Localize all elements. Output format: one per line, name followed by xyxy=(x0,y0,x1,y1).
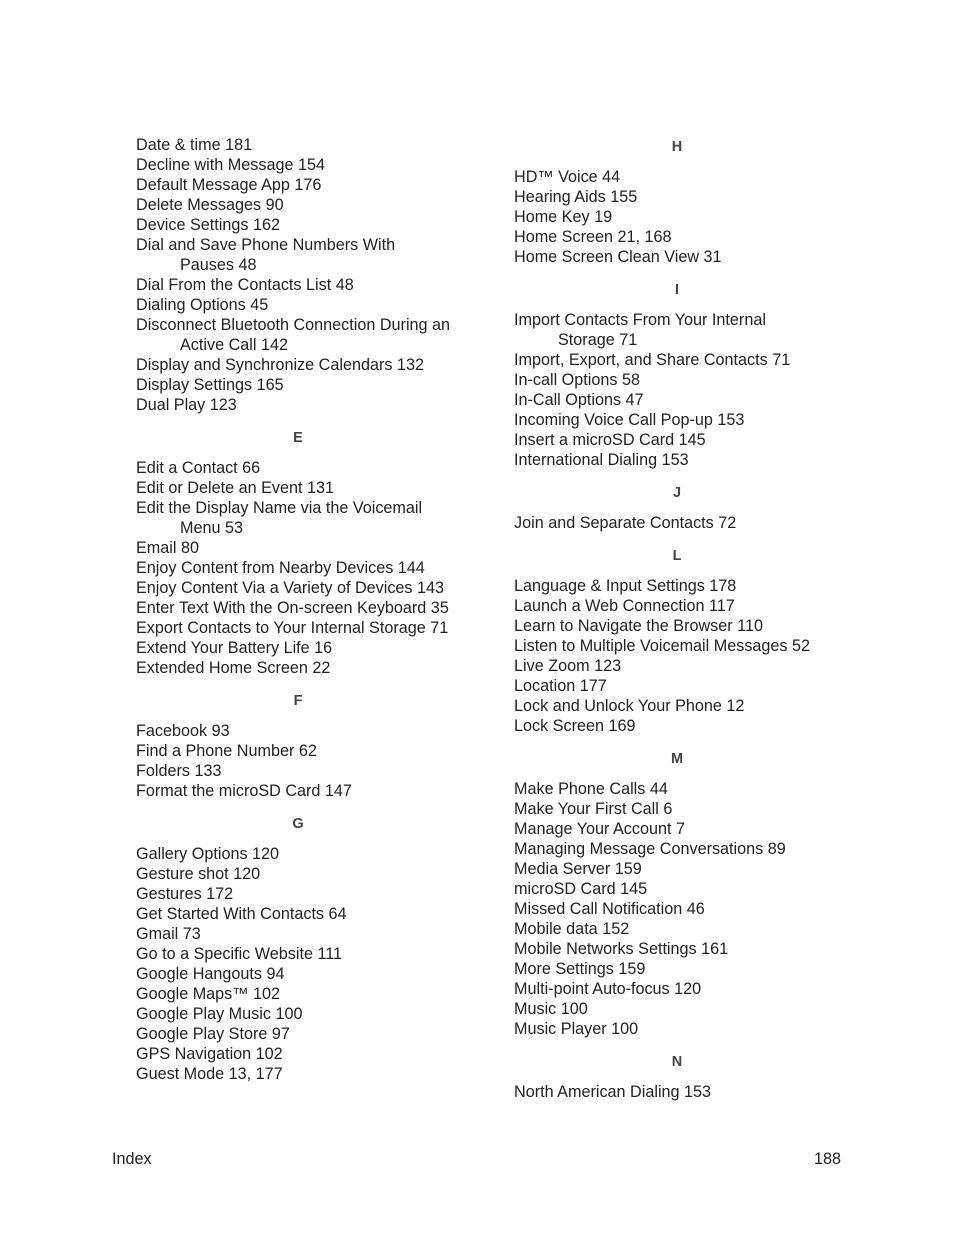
index-entry xyxy=(136,1044,476,1064)
index-entry-text: Multi-point Auto-focus 120 xyxy=(514,980,702,998)
index-entry-text: Go to a Specific Website 111 xyxy=(136,945,343,963)
index-entry xyxy=(136,944,476,964)
index-entry-text: Display Settings 165 xyxy=(136,376,284,394)
index-entry-text: Google Maps™ 102 xyxy=(136,985,280,1003)
footer-section-label: Index xyxy=(112,1150,152,1168)
index-entry xyxy=(136,195,476,215)
index-entry xyxy=(514,979,844,999)
index-entry-text: Learn to Navigate the Browser 110 xyxy=(514,617,763,635)
index-entry-text: Google Play Music 100 xyxy=(136,1005,303,1023)
index-entry-text: Enjoy Content Via a Variety of Devices 143 xyxy=(136,579,445,597)
index-entry xyxy=(514,616,844,636)
index-entry xyxy=(514,939,844,959)
index-entry xyxy=(136,558,476,578)
index-entry xyxy=(514,676,844,696)
index-entry-text: Media Server 159 xyxy=(514,860,642,878)
index-entry xyxy=(514,513,844,533)
index-entry xyxy=(136,658,476,678)
index-entry xyxy=(514,859,844,879)
index-entry-text: Launch a Web Connection 117 xyxy=(514,597,735,615)
index-entry-text: Join and Separate Contacts 72 xyxy=(514,514,737,532)
index-entry-text: Home Screen 21, 168 xyxy=(514,228,672,246)
index-entry-text: Location 177 xyxy=(514,677,607,695)
index-entry-text: Import Contacts From Your Internal xyxy=(514,311,766,329)
index-entry-text: Enjoy Content from Nearby Devices 144 xyxy=(136,559,425,577)
index-entry xyxy=(136,395,476,415)
index-entry xyxy=(514,370,844,390)
index-letter-heading: E xyxy=(293,430,303,446)
index-entry xyxy=(136,1024,476,1044)
index-entry-text: Lock and Unlock Your Phone 12 xyxy=(514,697,745,715)
index-entry-continuation: Active Call 142 xyxy=(180,336,288,354)
index-entry-text: Folders 133 xyxy=(136,762,222,780)
index-entry xyxy=(136,924,476,944)
index-entry-text: Dual Play 123 xyxy=(136,396,237,414)
index-entry-text: Manage Your Account 7 xyxy=(514,820,686,838)
index-entry xyxy=(514,779,844,799)
index-entry-continuation: Menu 53 xyxy=(180,519,243,537)
index-entry xyxy=(514,310,844,350)
index-entry xyxy=(136,175,476,195)
index-entry-text: Mobile Networks Settings 161 xyxy=(514,940,729,958)
index-entry xyxy=(136,578,476,598)
index-entry xyxy=(136,458,476,478)
index-entry-text: Mobile data 152 xyxy=(514,920,630,938)
index-entry xyxy=(514,819,844,839)
index-entry xyxy=(514,430,844,450)
index-entry xyxy=(136,638,476,658)
index-entry xyxy=(514,716,844,736)
index-entry-text: Device Settings 162 xyxy=(136,216,280,234)
index-entry xyxy=(514,207,844,227)
index-entry-text: Guest Mode 13, 177 xyxy=(136,1065,283,1083)
index-entry-text: HD™ Voice 44 xyxy=(514,168,621,186)
index-letter-heading: H xyxy=(671,139,683,155)
index-entry-text: In-Call Options 47 xyxy=(514,391,644,409)
index-entry xyxy=(514,167,844,187)
index-entry xyxy=(136,375,476,395)
index-entry xyxy=(514,187,844,207)
index-entry xyxy=(136,761,476,781)
index-entry-text: Extend Your Battery Life 16 xyxy=(136,639,333,657)
index-entry-text: Home Screen Clean View 31 xyxy=(514,248,722,266)
index-entry-text: In-call Options 58 xyxy=(514,371,640,389)
index-entry xyxy=(514,899,844,919)
index-entry xyxy=(136,741,476,761)
index-entry-text: microSD Card 145 xyxy=(514,880,648,898)
index-entry-text: Incoming Voice Call Pop-up 153 xyxy=(514,411,745,429)
index-letter-heading: F xyxy=(293,693,303,709)
index-entry-text: International Dialing 153 xyxy=(514,451,689,469)
index-entry-text: Google Hangouts 94 xyxy=(136,965,285,983)
index-entry-text: Home Key 19 xyxy=(514,208,613,226)
index-entry xyxy=(136,904,476,924)
index-entry xyxy=(514,839,844,859)
index-entry-text: GPS Navigation 102 xyxy=(136,1045,283,1063)
index-entry xyxy=(514,879,844,899)
index-entry-text: Display and Synchronize Calendars 132 xyxy=(136,356,424,374)
index-entry xyxy=(136,844,476,864)
index-entry-text: Extended Home Screen 22 xyxy=(136,659,331,677)
index-entry xyxy=(136,884,476,904)
index-entry-text: Live Zoom 123 xyxy=(514,657,622,675)
index-entry xyxy=(514,1019,844,1039)
index-entry xyxy=(514,656,844,676)
index-entry-text: Gestures 172 xyxy=(136,885,234,903)
index-letter-heading: L xyxy=(672,548,682,564)
index-entry xyxy=(136,721,476,741)
index-entry xyxy=(514,227,844,247)
index-entry xyxy=(136,295,476,315)
index-entry xyxy=(136,781,476,801)
index-entry-text: Dial and Save Phone Numbers With xyxy=(136,236,396,254)
index-entry xyxy=(136,984,476,1004)
index-letter-heading: I xyxy=(674,282,680,298)
index-entry-text: Find a Phone Number 62 xyxy=(136,742,317,760)
index-entry xyxy=(514,919,844,939)
index-entry xyxy=(514,1082,844,1102)
index-entry-text: Google Play Store 97 xyxy=(136,1025,290,1043)
index-entry xyxy=(514,576,844,596)
index-entry xyxy=(136,215,476,235)
index-entry-text: Dialing Options 45 xyxy=(136,296,269,314)
index-entry-text: Facebook 93 xyxy=(136,722,230,740)
index-entry xyxy=(136,498,476,538)
index-left-column xyxy=(136,135,476,1084)
index-entry-text: Gesture shot 120 xyxy=(136,865,261,883)
index-entry-text: Language & Input Settings 178 xyxy=(514,577,737,595)
index-entry-text: Hearing Aids 155 xyxy=(514,188,638,206)
index-entry-text: Gallery Options 120 xyxy=(136,845,280,863)
index-entry xyxy=(136,598,476,618)
index-entry xyxy=(136,964,476,984)
index-entry-text: Dial From the Contacts List 48 xyxy=(136,276,354,294)
index-entry xyxy=(136,1004,476,1024)
index-entry xyxy=(136,478,476,498)
index-entry xyxy=(136,235,476,275)
index-entry xyxy=(136,864,476,884)
index-entry xyxy=(136,315,476,355)
index-entry-text: Disconnect Bluetooth Connection During an xyxy=(136,316,451,334)
index-entry xyxy=(136,355,476,375)
index-entry xyxy=(514,390,844,410)
index-entry xyxy=(136,618,476,638)
index-entry-text: Delete Messages 90 xyxy=(136,196,284,214)
index-entry xyxy=(514,410,844,430)
index-entry xyxy=(514,696,844,716)
index-entry-text: Edit the Display Name via the Voicemail xyxy=(136,499,423,517)
index-entry-text: Import, Export, and Share Contacts 71 xyxy=(514,351,791,369)
index-entry xyxy=(136,155,476,175)
index-entry xyxy=(514,247,844,267)
index-entry-text: Insert a microSD Card 145 xyxy=(514,431,706,449)
index-entry-continuation: Pauses 48 xyxy=(180,256,257,274)
index-entry xyxy=(514,799,844,819)
index-entry-text: North American Dialing 153 xyxy=(514,1083,712,1101)
index-entry-text: Lock Screen 169 xyxy=(514,717,636,735)
index-entry xyxy=(514,450,844,470)
index-entry-text: Music Player 100 xyxy=(514,1020,639,1038)
index-letter-heading: M xyxy=(670,751,684,767)
index-entry xyxy=(136,538,476,558)
index-entry-text: Gmail 73 xyxy=(136,925,201,943)
index-entry-text: Decline with Message 154 xyxy=(136,156,325,174)
index-entry-text: Missed Call Notification 46 xyxy=(514,900,705,918)
index-entry xyxy=(136,275,476,295)
index-entry-text: Date & time 181 xyxy=(136,136,253,154)
index-entry xyxy=(514,350,844,370)
index-entry-text: Get Started With Contacts 64 xyxy=(136,905,347,923)
index-entry-continuation: Storage 71 xyxy=(558,331,638,349)
footer-page-number: 188 xyxy=(814,1150,842,1168)
index-entry-text: Email 80 xyxy=(136,539,199,557)
index-entry xyxy=(136,135,476,155)
index-entry-text: Enter Text With the On-screen Keyboard 35 xyxy=(136,599,449,617)
index-letter-heading: N xyxy=(671,1054,683,1070)
index-entry xyxy=(514,959,844,979)
index-entry-text: Managing Message Conversations 89 xyxy=(514,840,786,858)
index-entry-text: Edit or Delete an Event 131 xyxy=(136,479,334,497)
index-entry-text: Default Message App 176 xyxy=(136,176,322,194)
index-entry-text: Music 100 xyxy=(514,1000,588,1018)
index-entry-text: Listen to Multiple Voicemail Messages 52 xyxy=(514,637,811,655)
index-entry-text: More Settings 159 xyxy=(514,960,646,978)
index-entry-text: Export Contacts to Your Internal Storage 71 xyxy=(136,619,449,637)
index-entry-text: Edit a Contact 66 xyxy=(136,459,261,477)
index-entry xyxy=(514,999,844,1019)
index-letter-heading: J xyxy=(672,485,682,501)
index-entry-text: Format the microSD Card 147 xyxy=(136,782,352,800)
index-entry xyxy=(136,1064,476,1084)
index-entry xyxy=(514,636,844,656)
index-entry-text: Make Phone Calls 44 xyxy=(514,780,668,798)
index-entry-text: Make Your First Call 6 xyxy=(514,800,673,818)
index-right-column xyxy=(514,135,844,1102)
index-entry xyxy=(514,596,844,616)
index-letter-heading: G xyxy=(292,816,304,832)
